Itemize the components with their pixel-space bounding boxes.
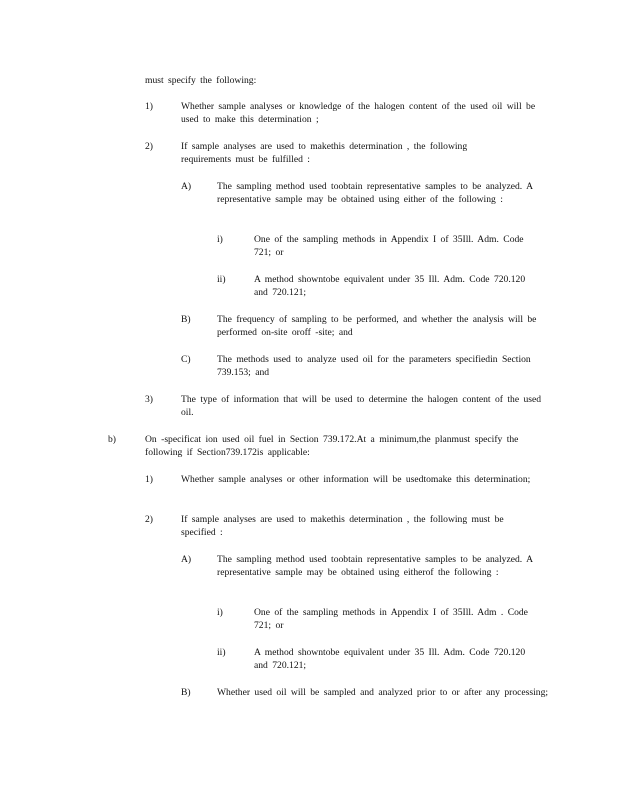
subitem-label: A) — [181, 554, 192, 565]
item-text: Whether sample analyses or other information will be usedtomake this determination; — [181, 474, 531, 485]
item-text: If sample analyses are used to makethis determination , the following must be specified : — [181, 514, 504, 538]
subitem-text: The methods used to analyze used oil for the parameters specifiedin Section 739.153; and — [217, 354, 531, 378]
subitem-text: The frequency of sampling to be performed, and whether the analysis will be performed on-site oroff -site; and — [217, 314, 537, 338]
subitem-label: C) — [181, 354, 191, 365]
subsubitem-label: i) — [217, 607, 223, 618]
intro-text: must specify the following: — [145, 75, 257, 86]
subsubitem-label: ii) — [217, 274, 226, 285]
subsubitem-text: One of the sampling methods in Appendix I of 35Ill. Adm. Code 721; or — [254, 234, 524, 258]
item-label: 1) — [145, 474, 153, 485]
subsubitem-label: ii) — [217, 647, 226, 658]
subitem-text: The sampling method used toobtain representative samples to be analyzed. A representative sample may be obtained using eitherof the following : — [217, 554, 533, 578]
subitem-label: A) — [181, 181, 192, 192]
item-label: 3) — [145, 394, 153, 405]
section-label: b) — [108, 434, 116, 445]
subitem-label: B) — [181, 314, 191, 325]
subitem-label: B) — [181, 687, 191, 698]
item-label: 1) — [145, 101, 153, 112]
subsubitem-text: One of the sampling methods in Appendix I of 35Ill. Adm . Code 721; or — [254, 607, 528, 631]
item-text: The type of information that will be used to determine the halogen content of the used oil. — [181, 394, 542, 418]
item-text: Whether sample analyses or knowledge of the halogen content of the used oil will be used to make this determination ; — [181, 101, 536, 125]
subsubitem-label: i) — [217, 234, 223, 245]
section-text: On -specificat ion used oil fuel in Section 739.172.At a minimum,the planmust specify the following if Section739.172is applicable: — [145, 434, 519, 458]
subsubitem-text: A method showntobe equivalent under 35 Ill. Adm. Code 720.120 and 720.121; — [254, 647, 526, 671]
subsubitem-text: A method showntobe equivalent under 35 Ill. Adm. Code 720.120 and 720.121; — [254, 274, 526, 298]
subitem-text: Whether used oil will be sampled and analyzed prior to or after any processing; — [217, 687, 549, 698]
item-label: 2) — [145, 514, 153, 525]
item-label: 2) — [145, 141, 153, 152]
item-text: If sample analyses are used to makethis determination , the following requirements must be fulfilled : — [181, 141, 468, 165]
subitem-text: The sampling method used toobtain representative samples to be analyzed. A representative sample may be obtained using either of the following : — [217, 181, 533, 205]
